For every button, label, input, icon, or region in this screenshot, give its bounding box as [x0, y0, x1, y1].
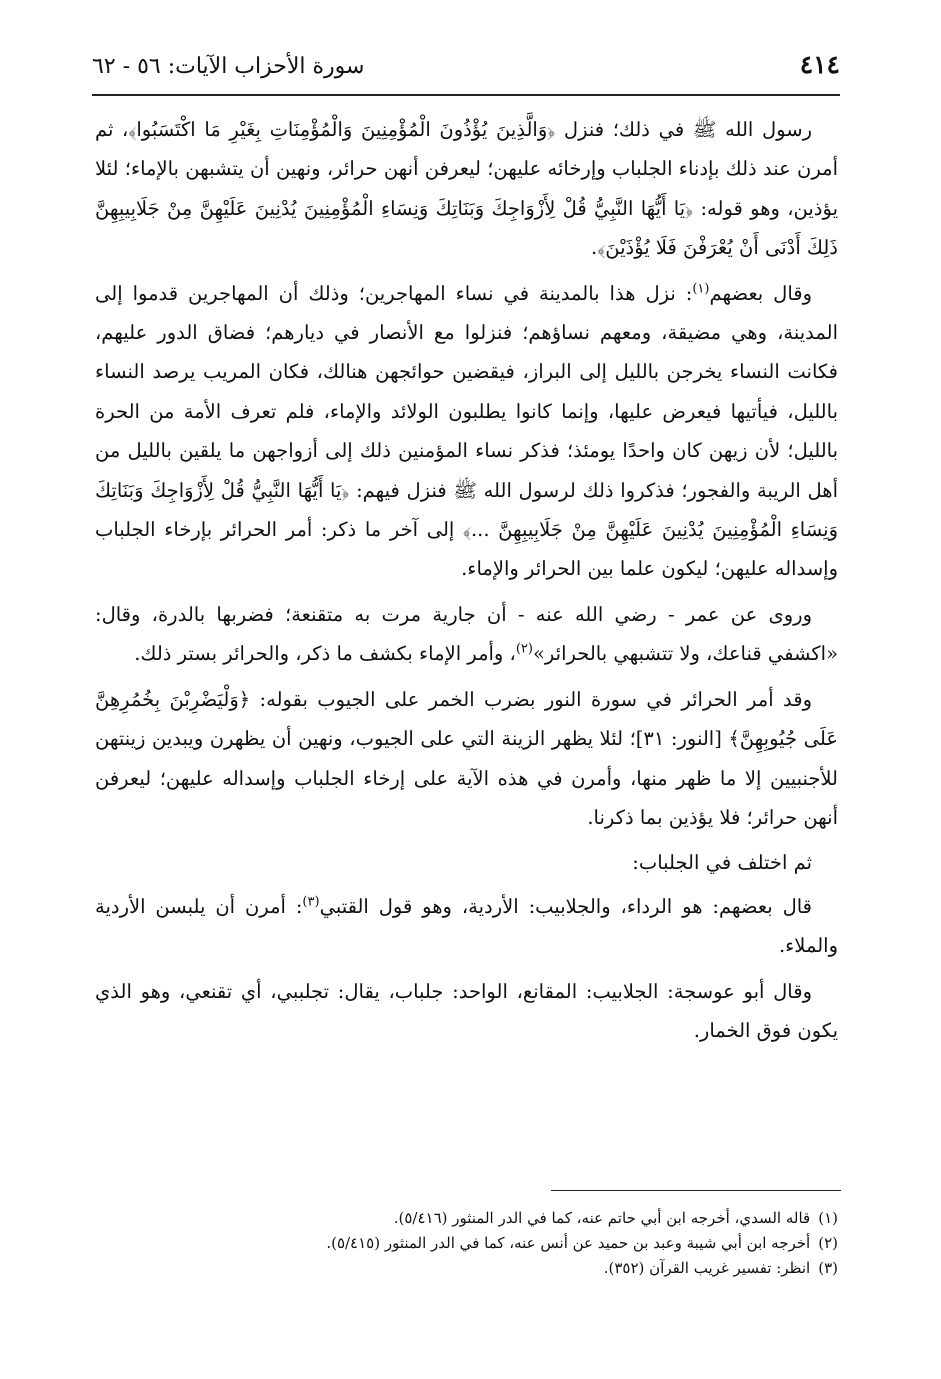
page-number: ٤١٤	[799, 50, 840, 79]
footnote-reference[interactable]: (١)	[692, 281, 710, 297]
paragraph: وقال أبو عوسجة: الجلابيب: المقانع، الواحد: جلباب، يقال: تجلببي، أي تقنعي، وهو الذي يكون فوق الخمار.	[95, 979, 838, 1042]
footnote-reference[interactable]: (٢)	[515, 641, 533, 657]
footnote-reference[interactable]: (٣)	[302, 894, 320, 910]
paragraph: وروى عن عمر - رضي الله عنه - أن جارية مرت به متقنعة؛ فضربها بالدرة، وقال: «اكشفي قناعك، ولا تتشبهي بالحرائر»$^{(٢)}$، وأمر الإماء بكشف ما ذكر، والحرائر بستر ذلك.	[95, 602, 838, 666]
paragraph: قال بعضهم: هو الرداء، والجلابيب: الأردية، وهو قول القتبي$^{(٣)}$: أمرن أن يلبسن الأردية والملاء.	[95, 894, 838, 958]
paragraph: وقد أمر الحرائر في سورة النور بضرب الخمر على الجيوب بقوله: ﴿وَلْيَضْرِبْنَ بِخُمُرِهِنَّ عَلَى جُيُوبِهِنَّ﴾ [النور: ٣١]؛ لئلا يظهر الزينة التي على الجيوب، ونهين أن يظهرن ويبدين زينتهن للأجنبيين إلا ما ظهر منها، وأمرن في هذه الآية على إرخاء الجلباب وإسداله عليهن؛ ليعرفن أنهن حرائر؛ فلا يؤذين بما ذكرنا.	[95, 687, 838, 829]
footnote-number: (٢)	[818, 1234, 838, 1252]
paragraph: رسول الله ﷺ في ذلك؛ فنزل ﴿وَالَّذِينَ يُؤْذُونَ الْمُؤْمِنِينَ وَالْمُؤْمِنَاتِ بِغَيْرِ مَا اكْتَسَبُوا﴾، ثم أمرن عند ذلك بإدناء الجلباب وإرخائه عليهن؛ ليعرفن أنهن حرائر، ونهين أن يتشبهن بالإماء؛ لئلا يؤذين، وهو قوله: ﴿يَا أَيُّهَا النَّبِيُّ قُلْ لِأَزْوَاجِكَ وَبَنَاتِكَ وَنِسَاءِ الْمُؤْمِنِينَ يُدْنِينَ عَلَيْهِنَّ مِنْ جَلَابِيبِهِنَّ ذَلِكَ أَدْنَى أَنْ يُعْرَفْنَ فَلَا يُؤْذَيْنَ﴾.	[95, 118, 838, 260]
paragraph: وقال بعضهم$^{(١)}$: نزل هذا بالمدينة في نساء المهاجرين؛ وذلك أن المهاجرين قدموا إلى المدينة، وهي مضيقة، ومعهم نساؤهم؛ فنزلوا مع الأنصار في ديارهم؛ فضاق الدور عليهم، فكانت النساء يخرجن بالليل إلى البراز، فيقضين حوائجهن هنالك، فكان المريب يرصد النساء بالليل، فيأتيها فيعرض عليها، وإنما كانوا يطلبون الولائد والإماء، فلم تعرف الأمة من الحرة بالليل؛ لأن زيهن كان واحدًا يومئذ؛ فذكر نساء المؤمنين ذلك إلى أزواجهن ما يلقين بالليل من أهل الريبة والفجور؛ فذكروا ذلك لرسول الله ﷺ فنزل فيهم: ﴿يَا أَيُّهَا النَّبِيُّ قُلْ لِأَزْوَاجِكَ وَبَنَاتِكَ وَنِسَاءِ الْمُؤْمِنِينَ يُدْنِينَ عَلَيْهِنَّ مِنْ جَلَابِيبِهِنَّ ...﴾ إلى آخر ما ذكر: أمر الحرائر بإرخاء الجلباب وإسداله عليهن؛ ليكون علما بين الحرائر والإماء.	[95, 281, 838, 581]
footnote-divider	[551, 1190, 841, 1191]
page-header	[92, 48, 840, 96]
footnote-item	[95, 1206, 838, 1231]
footnote-text: انظر: تفسير غريب القرآن (٣٥٢).	[603, 1259, 811, 1277]
footnote-item	[95, 1231, 838, 1256]
running-title: سورة الأحزاب الآيات: ٥٦ - ٦٢	[92, 54, 365, 79]
footnote-item	[95, 1256, 838, 1281]
footnote-number: (٣)	[818, 1259, 838, 1277]
footnote-text: قاله السدي، أخرجه ابن أبي حاتم عنه، كما في الدر المنثور (٥/٤١٦).	[393, 1209, 811, 1227]
paragraph: ثم اختلف في الجلباب:	[632, 851, 812, 875]
footnotes	[95, 1206, 838, 1281]
main-text	[95, 110, 838, 1056]
footnote-text: أخرجه ابن أبي شيبة وعبد بن حميد عن أنس عنه، كما في الدر المنثور (٥/٤١٥).	[326, 1234, 811, 1252]
footnote-number: (١)	[818, 1209, 838, 1227]
